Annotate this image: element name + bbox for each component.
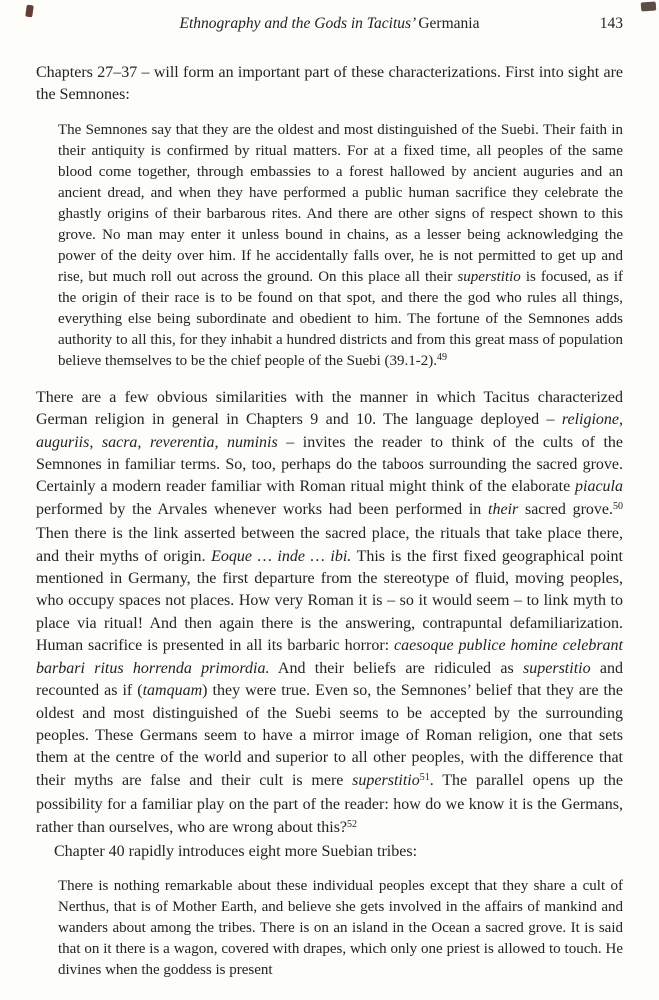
running-head bbox=[36, 14, 623, 34]
running-head-title: Ethnography and the Gods in Tacitus’ Germania bbox=[179, 15, 480, 32]
page-text bbox=[36, 62, 623, 981]
block-quote-nerthus: There is nothing remarkable about these individual peoples except that they share a cult of Nerthus, that is of Mother Earth, and believe she gets involved in the affairs of mankind and wanders about among the tribes. There is on an island in the Ocean a sacred grove. It is said that on it there is a wagon, covered with drapes, which only one priest is allowed to touch. He divines when the goddess is present bbox=[58, 878, 623, 979]
paragraph-intro: Chapters 27–37 – will form an important part of these characterizations. First into sight are the Semnones: bbox=[36, 64, 623, 104]
block-quote-semnones: The Semnones say that they are the oldest and most distinguished of the Suebi. Their faith in their antiquity is confirmed by ritual matters. For at a fixed time, all peoples of the same blood come together, through embassies to a forest hallowed by ancient auguries and an ancient dread, and when they have performed a public human sacrifice they celebrate the ghastly origins of their barbarous rites. And there are other signs of respect shown to this grove. No man may enter it unless bound in chains, as a lesser being acknowledging the power of the deity over him. If he accidentally falls over, he is not permitted to get up and rise, but much roll out across the ground. On this place all their superstitio is focused, as if the origin of their race is to be found on that spot, and there the god who rules all things, everything else being subordinate and obedient to him. The fortune of the Semnones adds authority to all this, for they inhabit a hundred districts and from this great mass of population believe themselves to be the chief people of the Suebi (39.1-2).$^{49}$ bbox=[58, 121, 623, 369]
scan-artifact-top-right bbox=[641, 1, 657, 11]
paragraph-chapter-40: Chapter 40 rapidly introduces eight more Suebian tribes: bbox=[54, 842, 418, 860]
paragraph-analysis: There are a few obvious similarities with the manner in which Tacitus characterized German religion in general in Chapters 9 and 10. The language deployed – religione, auguriis, sacra, reverentia, numinis – invites the reader to think of the cults of the Semnones in familiar terms. So, too, perhaps do the taboos surrounding the sacred grove. Certainly a modern reader familiar with Roman ritual might think of the elaborate piacula performed by the Arvales whenever works had been performed in their sacred grove.$^{50}$ Then there is the link asserted between the sacred place, the rituals that take place there, and their myths of origin. Eoque … inde … ibi. This is the first fixed geographical point mentioned in Germany, the first departure from the stereotype of fluid, moving peoples, who occupy spaces not places. How very Roman it is – so it would seem – to link myth to place via ritual! And then again there is the answering, contrapuntal defamiliarization. Human sacrifice is presented in all its barbaric horror: caesoque publice homine celebrant barbari ritus horrenda primordia. And their beliefs are ridiculed as superstitio and recounted as if (tamquam) they were true. Even so, the Semnones’ belief that they are the oldest and most distinguished of the Suebi seems to be accepted by the surrounding peoples. These Germans seem to have a mirror image of Roman religion, one that sets them at the centre of the world and superior to all other peoples, with the difference that their myths are false and their cult is mere superstitio$^{51}$. The parallel opens up the possibility for a familiar play on the part of the reader: how do we know it is the Germans, rather than ourselves, who are wrong about this?$^{52}$ bbox=[36, 388, 624, 836]
scan-artifact-top-left bbox=[25, 5, 34, 18]
page-number: 143 bbox=[599, 15, 623, 32]
